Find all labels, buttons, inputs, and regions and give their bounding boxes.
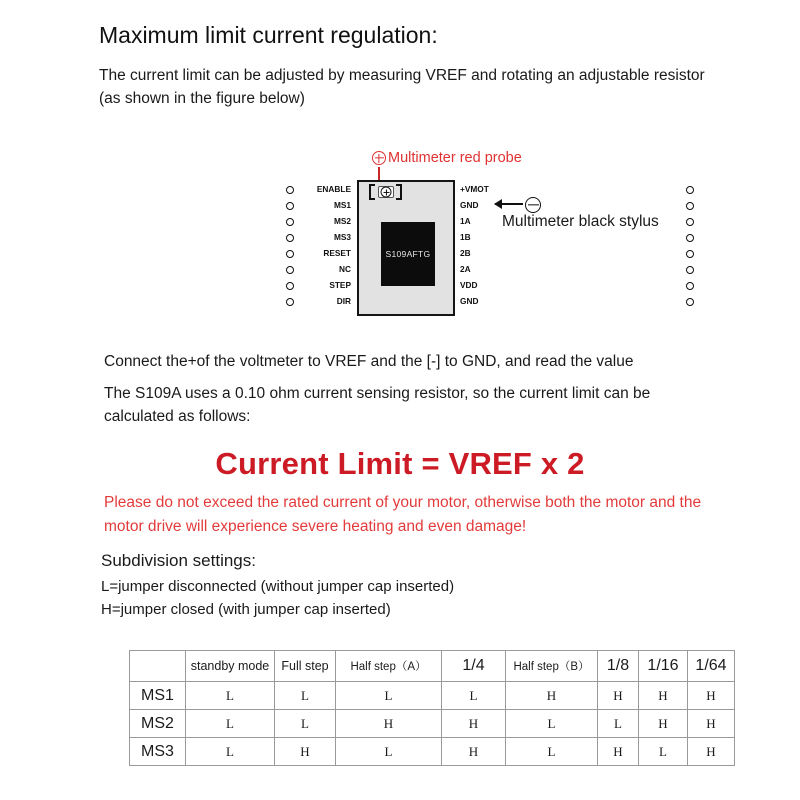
page-title: Maximum limit current regulation: (99, 22, 438, 48)
table-row (130, 710, 735, 738)
pin-label-gnd-2: GND (460, 296, 479, 306)
vref-plus-icon (381, 187, 392, 198)
cell-ms3-full: H (275, 738, 336, 766)
pin-right-3 (686, 218, 694, 226)
multimeter-black-stylus-label: Multimeter black stylus (502, 213, 659, 230)
row-label-ms3: MS3 (130, 738, 186, 766)
subdivision-table (129, 650, 735, 766)
pin-label-1b: 1B (460, 232, 471, 242)
current-limit-formula: Current Limit = VREF x 2 (215, 446, 585, 481)
stepper-driver-board (357, 180, 455, 316)
cell-ms2-half-a: H (336, 710, 442, 738)
cell-ms2-eighth: L (598, 710, 639, 738)
cell-ms1-eighth: H (598, 682, 639, 710)
red-probe-text: Multimeter red probe (388, 150, 522, 166)
subdivision-settings-title: Subdivision settings: (101, 551, 256, 570)
cell-ms1-quarter: L (442, 682, 506, 710)
cell-ms2-sixtyfourth: H (688, 710, 735, 738)
row-label-ms1: MS1 (130, 682, 186, 710)
cell-ms1-half-b: H (506, 682, 598, 710)
pin-label-2b: 2B (460, 248, 471, 258)
pin-label-1a: 1A (460, 216, 471, 226)
pin-label-nc: NC (339, 264, 351, 274)
th-sixtyfourth: 1/64 (688, 651, 735, 682)
th-eighth: 1/8 (598, 651, 639, 682)
pin-label-gnd-1: GND (460, 200, 479, 210)
pin-left-1 (286, 186, 294, 194)
th-quarter: 1/4 (442, 651, 506, 682)
cell-ms1-sixtyfourth: H (688, 682, 735, 710)
connect-paragraph: Connect the+of the voltmeter to VREF and the [-] to GND, and read the value (104, 353, 634, 370)
th-half-step-a: Half step（A） (336, 651, 442, 682)
pin-label-ms1: MS1 (333, 200, 351, 210)
intro-paragraph: The current limit can be adjusted by measuring VREF and rotating an adjustable resistor (as shown in the figure below) (99, 67, 705, 107)
table-row (130, 738, 735, 766)
table-row (130, 682, 735, 710)
pin-label-reset: RESET (323, 248, 351, 258)
pin-left-4 (286, 234, 294, 242)
gnd-arrow-icon (495, 203, 523, 205)
cell-ms1-half-a: L (336, 682, 442, 710)
warning-paragraph: Please do not exceed the rated current of your motor, otherwise both the motor and the motor drive will experience severe heating and even damage! (104, 494, 702, 535)
th-sixteenth: 1/16 (639, 651, 688, 682)
plus-circle-icon (372, 151, 386, 165)
pin-right-1 (686, 186, 694, 194)
cell-ms3-half-b: L (506, 738, 598, 766)
row-label-ms2: MS2 (130, 710, 186, 738)
pin-right-8 (686, 298, 694, 306)
vref-bracket-left-icon (369, 184, 375, 200)
table-header-row (130, 651, 735, 682)
pin-left-2 (286, 202, 294, 210)
pin-label-step: STEP (329, 280, 351, 290)
pin-left-7 (286, 282, 294, 290)
th-full-step: Full step (275, 651, 336, 682)
vref-test-pad (378, 186, 394, 198)
pin-right-5 (686, 250, 694, 258)
cell-ms3-half-a: L (336, 738, 442, 766)
cell-ms2-half-b: L (506, 710, 598, 738)
cell-ms1-full: L (275, 682, 336, 710)
driver-chip: S109AFTG (381, 222, 435, 286)
cell-ms2-standby: L (186, 710, 275, 738)
pin-label-dir: DIR (336, 296, 351, 306)
cell-ms3-sixtyfourth: H (688, 738, 735, 766)
pin-label-vmot: +VMOT (460, 184, 489, 194)
cell-ms3-eighth: H (598, 738, 639, 766)
multimeter-red-probe-label (372, 150, 522, 166)
cell-ms1-standby: L (186, 682, 275, 710)
pin-label-ms2: MS2 (333, 216, 351, 226)
pin-right-6 (686, 266, 694, 274)
pin-right-2 (686, 202, 694, 210)
cell-ms3-quarter: H (442, 738, 506, 766)
pin-label-ms3: MS3 (333, 232, 351, 242)
pin-label-2a: 2A (460, 264, 471, 274)
pin-label-enable: ENABLE (316, 184, 351, 194)
cell-ms3-standby: L (186, 738, 275, 766)
pin-left-8 (286, 298, 294, 306)
cell-ms2-quarter: H (442, 710, 506, 738)
sense-resistor-paragraph: The S109A uses a 0.10 ohm current sensing resistor, so the current limit can be calculated as follows: (104, 385, 651, 425)
vref-bracket-right-icon (396, 184, 402, 200)
legend-h: H=jumper closed (with jumper cap inserted) (101, 601, 391, 618)
pin-right-7 (686, 282, 694, 290)
th-standby-mode: standby mode (186, 651, 275, 682)
pin-label-vdd: VDD (460, 280, 478, 290)
pin-left-5 (286, 250, 294, 258)
cell-ms3-sixteenth: L (639, 738, 688, 766)
cell-ms2-full: L (275, 710, 336, 738)
legend-l: L=jumper disconnected (without jumper cap inserted) (101, 578, 455, 595)
pin-left-3 (286, 218, 294, 226)
cell-ms1-sixteenth: H (639, 682, 688, 710)
th-corner (130, 651, 186, 682)
cell-ms2-sixteenth: H (639, 710, 688, 738)
minus-circle-icon (525, 197, 541, 213)
th-half-step-b: Half step（B） (506, 651, 598, 682)
driver-board-figure (280, 145, 700, 330)
pin-right-4 (686, 234, 694, 242)
pin-left-6 (286, 266, 294, 274)
